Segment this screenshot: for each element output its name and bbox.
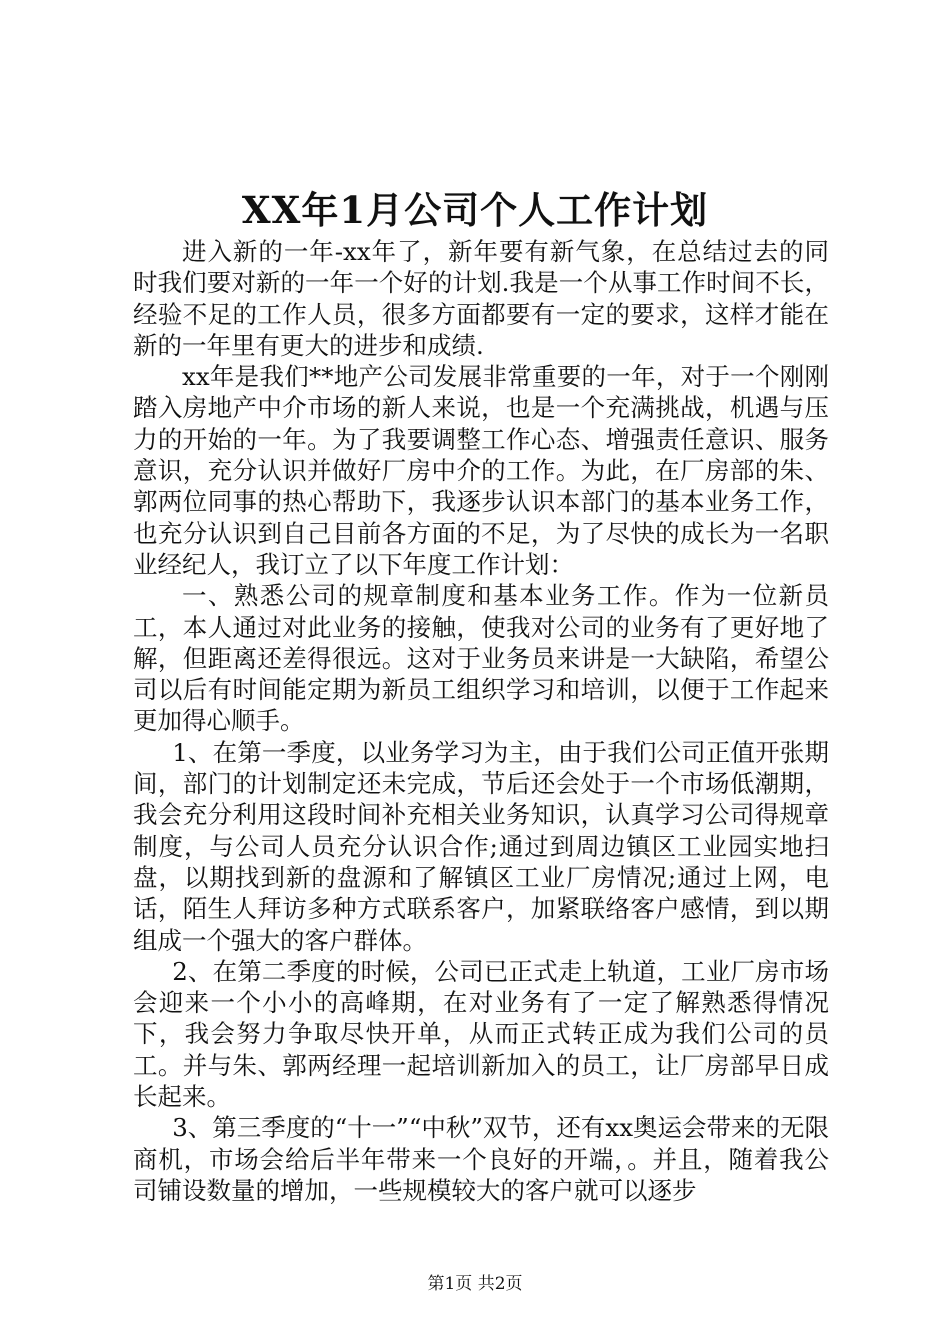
paragraph-background: xx年是我们**地产公司发展非常重要的一年，对于一个刚刚踏入房地产中介市场的新人来说，也是一个充满挑战，机遇与压力的开始的一年。为了我要调整工作心态、增强责任意识、服务意识，充分认识并做好厂房中介的工作。为此，在厂房部的朱、郭两位同事的热心帮助下，我逐步认识本部门的基本业务工作，也充分认识到自己目前各方面的不足，为了尽快的成长为一名职业经纪人，我订立了以下年度工作计划：	[133, 362, 829, 579]
document-title: XX年1月公司个人工作计划	[241, 188, 709, 232]
paragraph-q2: 2、在第二季度的时候，公司已正式走上轨道，工业厂房市场会迎来一个小小的高峰期，在对业务有了一定了解熟悉得情况下，我会努力争取尽快开单，从而正式转正成为我们公司的员工。并与朱、郭两经理一起培训新加入的员工，让厂房部早日成长起来。	[133, 956, 829, 1112]
paragraph-q1: 1、在第一季度，以业务学习为主，由于我们公司正值开张期间，部门的计划制定还未完成，节后还会处于一个市场低潮期，我会充分利用这段时间补充相关业务知识，认真学习公司得规章制度，与公司人员充分认识合作;通过到周边镇区工业园实地扫盘，以期找到新的盘源和了解镇区工业厂房情况;通过上网，电话，陌生人拜访多种方式联系客户，加紧联络客户感情，到以期组成一个强大的客户群体。	[133, 737, 829, 955]
paragraph-intro: 进入新的一年-xx年了，新年要有新气象，在总结过去的同时我们要对新的一年一个好的计划.我是一个从事工作时间不长，经验不足的工作人员，很多方面都要有一定的要求，这样才能在新的一年里有更大的进步和成绩.	[133, 237, 829, 360]
paragraph-section-one: 一、熟悉公司的规章制度和基本业务工作。作为一位新员工，本人通过对此业务的接触，使我对公司的业务有了更好地了解，但距离还差得很远。这对于业务员来讲是一大缺陷，希望公司以后有时间能定期为新员工组织学习和培训，以便于工作起来更加得心顺手。	[133, 581, 829, 736]
document-body	[133, 236, 829, 1206]
page-footer: 第1页 共2页	[427, 1274, 523, 1294]
paragraph-q3: 3、第三季度的“十一”“中秋”双节，还有xx奥运会带来的无限商机，市场会给后半年带来一个良好的开端，。并且，随着我公司铺设数量的增加，一些规模较大的客户就可以逐步	[133, 1113, 830, 1205]
